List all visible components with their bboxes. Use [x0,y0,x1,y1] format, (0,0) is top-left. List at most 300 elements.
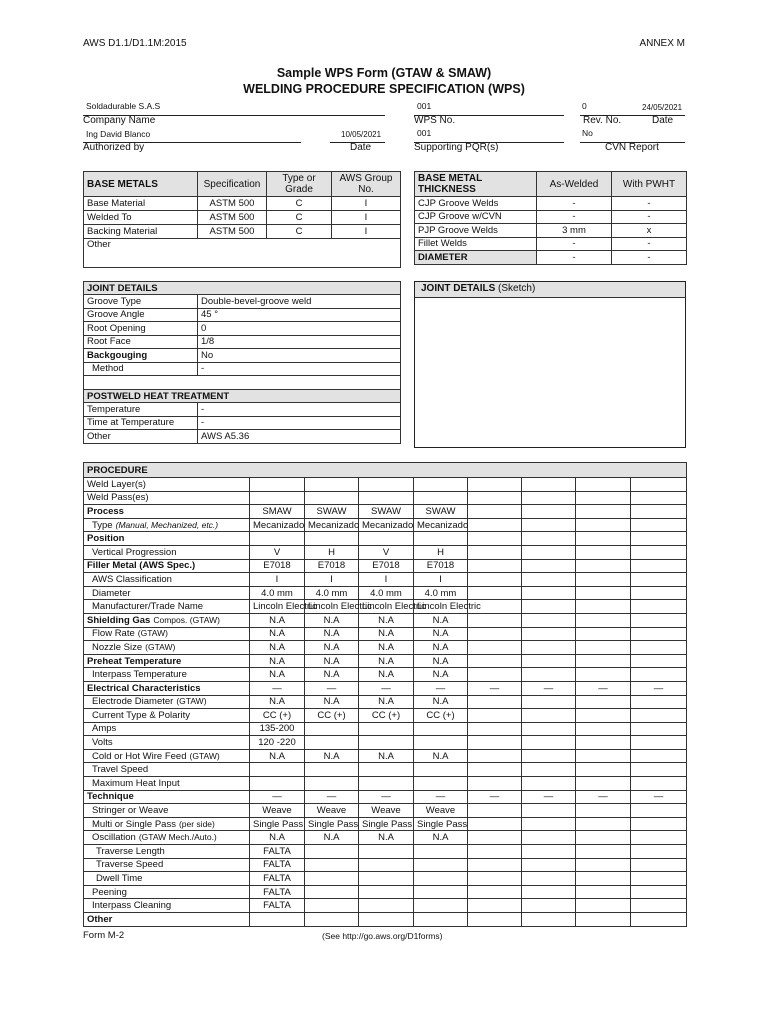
base-metal-spec: ASTM 500 [198,197,267,211]
procedure-value: Mecanizado [250,518,305,532]
cvn-label: CVN Report [605,142,659,153]
procedure-label [84,749,250,763]
procedure-value: N.A [250,641,305,655]
procedure-value [631,804,687,818]
procedure-label [84,518,250,532]
procedure-label-text: Shielding Gas [87,614,151,626]
procedure-value [468,668,522,682]
joint-detail-label: Root Opening [84,322,198,336]
thickness-label: PJP Groove Welds [415,224,537,238]
joint-sketch-box [414,281,686,448]
procedure-row [84,586,687,600]
procedure-label-text: Traverse Length [96,845,165,857]
procedure-value [359,913,414,927]
procedure-value [522,613,576,627]
procedure-label-text: Maximum Heat Input [92,777,180,789]
procedure-row [84,722,687,736]
procedure-value: Weave [305,804,359,818]
procedure-value [522,545,576,559]
procedure-value [522,627,576,641]
procedure-label-text: Type [92,519,113,531]
procedure-value [522,804,576,818]
procedure-value [631,899,687,913]
procedure-value: Weave [250,804,305,818]
procedure-value [305,872,359,886]
procedure-value [468,627,522,641]
joint-detail-label: Backgouging [84,349,198,363]
procedure-value: 4.0 mm [414,586,468,600]
procedure-value [576,613,631,627]
procedure-header: PROCEDURE [84,463,687,478]
procedure-value [414,913,468,927]
procedure-value [468,913,522,927]
procedure-value [522,858,576,872]
procedure-value [305,885,359,899]
procedure-label [84,777,250,791]
procedure-label-note: (GTAW) [145,641,176,652]
procedure-value: Lincoln Electric [305,600,359,614]
procedure-value: 120 -220 [250,736,305,750]
procedure-value [631,831,687,845]
procedure-value [359,899,414,913]
joint-detail-label: Groove Angle [84,308,198,322]
procedure-value: V [359,545,414,559]
procedure-value [468,654,522,668]
procedure-value: N.A [250,831,305,845]
procedure-label [84,532,250,546]
procedure-label [84,545,250,559]
procedure-value: — [576,790,631,804]
procedure-label-text: Other [87,913,113,925]
procedure-value [414,858,468,872]
procedure-value [631,654,687,668]
procedure-value [305,899,359,913]
procedure-value [522,491,576,505]
rev-date-value: 24/05/2021 [642,103,683,112]
procedure-value [468,695,522,709]
procedure-value: N.A [359,627,414,641]
procedure-value [305,532,359,546]
type-grade-header: Type or Grade [267,172,332,197]
cvn-value: No [582,128,593,138]
procedure-value [522,586,576,600]
base-metal-label: Backing Material [84,225,198,239]
procedure-value [468,858,522,872]
procedure-value [631,545,687,559]
procedure-label-text: Nozzle Size [92,641,143,653]
pqr-value: 001 [417,128,432,138]
procedure-value [631,478,687,492]
procedure-value [631,885,687,899]
authorized-by-label: Authorized by [83,142,145,153]
thickness-table [414,171,687,265]
procedure-value [468,545,522,559]
procedure-row [84,817,687,831]
joint-details-header: JOINT DETAILS [84,282,401,295]
procedure-label [84,858,250,872]
joint-details-table [83,281,401,444]
procedure-value [250,913,305,927]
procedure-value [576,586,631,600]
procedure-label-text: Volts [92,737,113,749]
procedure-value: N.A [414,613,468,627]
procedure-label-text: Position [87,533,125,545]
base-metals-rows [84,197,401,239]
procedure-row [84,777,687,791]
procedure-value [414,491,468,505]
procedure-value: CC (+) [305,709,359,723]
procedure-label-note: (Manual, Mechanized, etc.) [115,519,219,530]
pwht-label: Temperature [84,403,198,417]
procedure-value: N.A [414,749,468,763]
procedure-value: N.A [414,695,468,709]
procedure-value: Lincoln Electric [250,600,305,614]
procedure-value [522,722,576,736]
procedure-value [414,885,468,899]
procedure-label [84,668,250,682]
procedure-value [576,858,631,872]
procedure-label-text: Weld Layer(s) [87,478,146,490]
procedure-value [631,627,687,641]
procedure-value: N.A [250,627,305,641]
forms-url-note: (See http://go.aws.org/D1forms) [322,931,443,941]
procedure-row [84,532,687,546]
joint-detail-row [84,308,401,322]
procedure-value: N.A [305,668,359,682]
with-pwht-value: - [612,251,687,265]
base-metal-type: C [267,225,332,239]
procedure-value [359,478,414,492]
procedure-value [631,518,687,532]
rev-date-label: Date [652,115,674,126]
procedure-value: 135-200 [250,722,305,736]
procedure-value [576,804,631,818]
procedure-value [305,491,359,505]
procedure-value [576,845,631,859]
procedure-value: Lincoln Electric [359,600,414,614]
procedure-row [84,668,687,682]
base-metal-spec: ASTM 500 [198,225,267,239]
procedure-value [522,749,576,763]
procedure-value [576,722,631,736]
procedure-value [305,858,359,872]
procedure-value: 4.0 mm [305,586,359,600]
procedure-value [414,872,468,886]
joint-detail-value: 0 [198,322,401,336]
procedure-value [576,532,631,546]
company-name-value: Soldadurable S.A.S [86,101,161,111]
procedure-value [631,641,687,655]
procedure-value [522,505,576,519]
procedure-value: — [359,681,414,695]
procedure-value [522,518,576,532]
procedure-value: Single Pass [305,817,359,831]
procedure-value: — [305,790,359,804]
procedure-label [84,478,250,492]
procedure-value: — [468,790,522,804]
joint-detail-value: - [198,362,401,376]
procedure-row [84,573,687,587]
procedure-value [359,722,414,736]
procedure-label-text: Oscillation [92,832,136,844]
specification-header: Specification [198,172,267,197]
base-metal-label: Welded To [84,211,198,225]
procedure-value [468,845,522,859]
procedure-value [414,722,468,736]
procedure-label-text: Weld Pass(es) [87,492,149,504]
authorized-date-value: 10/05/2021 [341,130,382,139]
procedure-value [359,858,414,872]
procedure-value: Weave [414,804,468,818]
procedure-value: — [359,790,414,804]
procedure-value: 4.0 mm [359,586,414,600]
procedure-value [576,627,631,641]
procedure-value [522,478,576,492]
procedure-value [576,709,631,723]
procedure-value [576,763,631,777]
procedure-value [631,668,687,682]
procedure-value: FALTA [250,885,305,899]
procedure-label-note: (GTAW) [137,628,168,639]
procedure-value: E7018 [414,559,468,573]
procedure-row [84,627,687,641]
pqr-label: Supporting PQR(s) [414,142,499,153]
procedure-value: 4.0 mm [250,586,305,600]
procedure-value [522,573,576,587]
joint-detail-label: Method [84,362,198,376]
joint-detail-row [84,362,401,376]
procedure-value [414,736,468,750]
procedure-label [84,586,250,600]
procedure-value: FALTA [250,872,305,886]
procedure-value [522,668,576,682]
procedure-label-text: Dwell Time [96,873,143,885]
procedure-value: Single Pass [250,817,305,831]
procedure-row [84,641,687,655]
procedure-label [84,681,250,695]
base-metals-header: BASE METALS [84,172,198,197]
procedure-value [305,478,359,492]
procedure-value: I [305,573,359,587]
joint-sketch-suffix: (Sketch) [498,283,536,294]
procedure-value: E7018 [250,559,305,573]
procedure-value [522,845,576,859]
pwht-rows [84,403,401,444]
procedure-label [84,559,250,573]
procedure-label-text: AWS Classification [92,573,172,585]
joint-detail-value: Double-bevel-groove weld [198,295,401,309]
procedure-value: N.A [414,627,468,641]
procedure-value: — [576,681,631,695]
thickness-label: CJP Groove Welds [415,197,537,211]
procedure-row [84,545,687,559]
procedure-value [576,505,631,519]
procedure-value [468,586,522,600]
procedure-value [576,831,631,845]
procedure-value: FALTA [250,899,305,913]
thickness-label: DIAMETER [415,251,537,265]
procedure-value [631,777,687,791]
procedure-value [359,763,414,777]
procedure-value [522,654,576,668]
procedure-label [84,845,250,859]
procedure-value [522,736,576,750]
procedure-table [83,462,687,927]
pwht-row [84,403,401,417]
company-name-label: Company Name [83,115,156,126]
form-subtitle: WELDING PROCEDURE SPECIFICATION (WPS) [243,82,525,96]
procedure-label-text: Amps [92,723,117,735]
procedure-value [359,491,414,505]
procedure-value: N.A [359,613,414,627]
joint-detail-row [84,335,401,349]
procedure-label-note: Compos. (GTAW) [153,614,220,625]
procedure-value: N.A [359,654,414,668]
procedure-label-text: Process [87,505,124,517]
procedure-label [84,872,250,886]
procedure-value: N.A [414,831,468,845]
procedure-value [631,695,687,709]
procedure-value: N.A [250,749,305,763]
procedure-value [468,817,522,831]
joint-detail-label: Root Face [84,335,198,349]
procedure-value [468,872,522,886]
procedure-label-text: Stringer or Weave [92,805,169,817]
procedure-value: N.A [250,668,305,682]
joint-spacer-row [84,376,401,390]
procedure-row [84,899,687,913]
procedure-row [84,613,687,627]
procedure-row [84,845,687,859]
procedure-value [305,777,359,791]
procedure-label [84,654,250,668]
base-metal-row [84,211,401,225]
procedure-value [359,736,414,750]
procedure-value [631,749,687,763]
procedure-value [468,763,522,777]
procedure-value: CC (+) [414,709,468,723]
procedure-value: Mecanizado [414,518,468,532]
with-pwht-header: With PWHT [612,172,687,197]
procedure-value: N.A [359,641,414,655]
pwht-value: - [198,416,401,430]
procedure-row [84,695,687,709]
thickness-row [415,197,687,211]
procedure-label-text: Electrical Characteristics [87,682,201,694]
procedure-value [576,736,631,750]
rev-no-label: Rev. No. [583,115,622,126]
procedure-value [468,709,522,723]
procedure-value: N.A [305,831,359,845]
procedure-value [522,641,576,655]
procedure-value [576,600,631,614]
procedure-value: SMAW [250,505,305,519]
thickness-row [415,210,687,224]
procedure-label [84,722,250,736]
procedure-value [305,763,359,777]
procedure-value: — [414,681,468,695]
thickness-rows [415,197,687,265]
procedure-value [305,913,359,927]
procedure-label [84,790,250,804]
procedure-row [84,763,687,777]
procedure-value: Single Pass [414,817,468,831]
procedure-value [250,491,305,505]
procedure-value [522,709,576,723]
procedure-value: CC (+) [250,709,305,723]
procedure-value [522,831,576,845]
procedure-value: N.A [359,831,414,845]
procedure-row [84,478,687,492]
procedure-row [84,491,687,505]
procedure-value: I [359,573,414,587]
procedure-label-text: Filler Metal (AWS Spec.) [87,560,196,572]
joint-detail-value: 45 ° [198,308,401,322]
procedure-value [468,777,522,791]
procedure-value: SWAW [359,505,414,519]
procedure-value [631,858,687,872]
procedure-row [84,749,687,763]
procedure-value [468,804,522,818]
procedure-label-note: (per side) [178,818,215,829]
as-welded-value: - [537,197,612,211]
procedure-value [631,872,687,886]
procedure-label [84,817,250,831]
procedure-value [631,559,687,573]
form-title: Sample WPS Form (GTAW & SMAW) [276,66,492,80]
procedure-value [250,777,305,791]
procedure-value [631,845,687,859]
pwht-row [84,416,401,430]
procedure-label [84,885,250,899]
procedure-value: N.A [414,641,468,655]
joint-details-rows [84,295,401,376]
procedure-value: — [522,681,576,695]
procedure-label-text: Current Type & Polarity [92,709,191,721]
procedure-value: Lincoln Electric [414,600,468,614]
pwht-label: Time at Temperature [84,416,198,430]
procedure-value [631,736,687,750]
joint-detail-row [84,295,401,309]
procedure-value: E7018 [359,559,414,573]
procedure-value [576,749,631,763]
procedure-value [522,899,576,913]
procedure-row [84,831,687,845]
base-metal-group: I [332,197,401,211]
procedure-value [468,518,522,532]
joint-detail-row [84,349,401,363]
procedure-value: FALTA [250,845,305,859]
procedure-value: N.A [414,654,468,668]
procedure-value [576,573,631,587]
thickness-row [415,237,687,251]
procedure-value [468,641,522,655]
procedure-value [250,478,305,492]
pwht-row [84,430,401,444]
procedure-value [468,749,522,763]
form-number: Form M-2 [83,930,125,941]
procedure-value [359,845,414,859]
procedure-label-note: (GTAW) [176,696,207,707]
base-metal-row [84,225,401,239]
procedure-value [631,600,687,614]
as-welded-header: As-Welded [537,172,612,197]
procedure-value: N.A [305,695,359,709]
procedure-value: — [468,681,522,695]
joint-detail-row [84,322,401,336]
authorized-date-label: Date [350,142,372,153]
procedure-value [414,532,468,546]
